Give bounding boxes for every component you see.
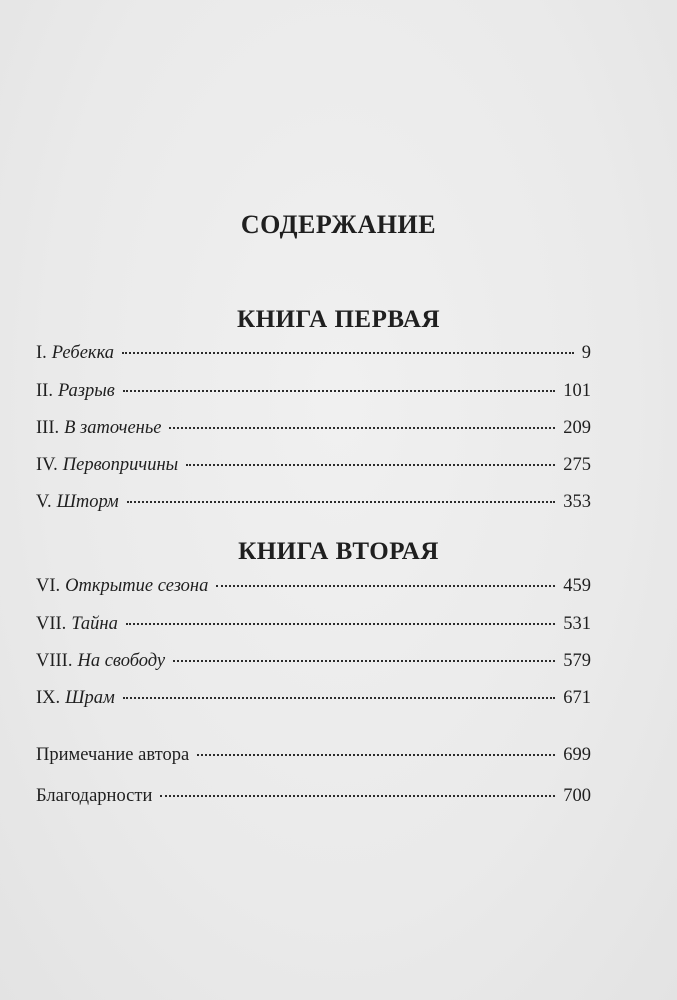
chapter-number: III. — [36, 418, 60, 438]
page-number: 101 — [563, 381, 591, 401]
dot-leader — [186, 464, 555, 466]
page-number: 459 — [563, 576, 591, 596]
page-number: 275 — [563, 455, 591, 475]
toc-entry — [36, 492, 591, 520]
toc-entry — [36, 343, 591, 371]
chapter-title: Разрыв — [57, 381, 115, 401]
chapter-number: I. — [36, 343, 47, 363]
dot-leader — [173, 660, 555, 662]
dot-leader — [216, 585, 555, 587]
section-title: Примечание автора — [36, 745, 190, 765]
dot-leader — [123, 390, 555, 392]
page-number: 699 — [563, 745, 591, 765]
page-number: 579 — [563, 651, 591, 671]
chapter-number: IX. — [36, 688, 61, 708]
chapter-title: На свободу — [77, 651, 166, 671]
chapter-title: Тайна — [71, 614, 118, 634]
dot-leader — [197, 754, 555, 756]
page-number: 700 — [563, 786, 591, 806]
toc-entry — [36, 688, 591, 716]
toc-entry — [36, 614, 591, 642]
dot-leader — [126, 623, 555, 625]
book-heading-1: КНИГА ПЕРВАЯ — [236, 306, 441, 333]
page-number: 209 — [563, 418, 591, 438]
toc-entry-back-matter — [36, 786, 591, 814]
book-heading-2: КНИГА ВТОРАЯ — [238, 538, 439, 565]
toc-title: СОДЕРЖАНИЕ — [240, 210, 437, 239]
dot-leader — [169, 427, 555, 429]
toc-entry — [36, 418, 591, 446]
page-number: 671 — [563, 688, 591, 708]
page-number: 9 — [581, 343, 591, 363]
chapter-title: Шрам — [65, 688, 115, 708]
page-number: 531 — [563, 614, 591, 634]
toc-entry — [36, 651, 591, 679]
chapter-number: II. — [36, 381, 53, 401]
chapter-title: Ребекка — [51, 343, 115, 363]
dot-leader — [127, 501, 556, 503]
page-number: 353 — [563, 492, 591, 512]
chapter-number: VI. — [36, 576, 61, 596]
chapter-number: VIII. — [36, 651, 73, 671]
chapter-number: V. — [36, 492, 52, 512]
toc-entry-back-matter — [36, 745, 591, 773]
chapter-number: VII. — [36, 614, 67, 634]
dot-leader — [122, 352, 574, 354]
chapter-number: IV. — [36, 455, 58, 475]
chapter-title: Открытие сезона — [65, 576, 209, 596]
chapter-title: Шторм — [56, 492, 119, 512]
toc-entry — [36, 381, 591, 409]
dot-leader — [160, 795, 555, 797]
toc-entry — [36, 455, 591, 483]
dot-leader — [123, 697, 555, 699]
chapter-title: В заточенье — [64, 418, 162, 438]
toc-entry — [36, 576, 591, 604]
section-title: Благодарности — [36, 786, 153, 806]
chapter-title: Первопричины — [62, 455, 179, 475]
